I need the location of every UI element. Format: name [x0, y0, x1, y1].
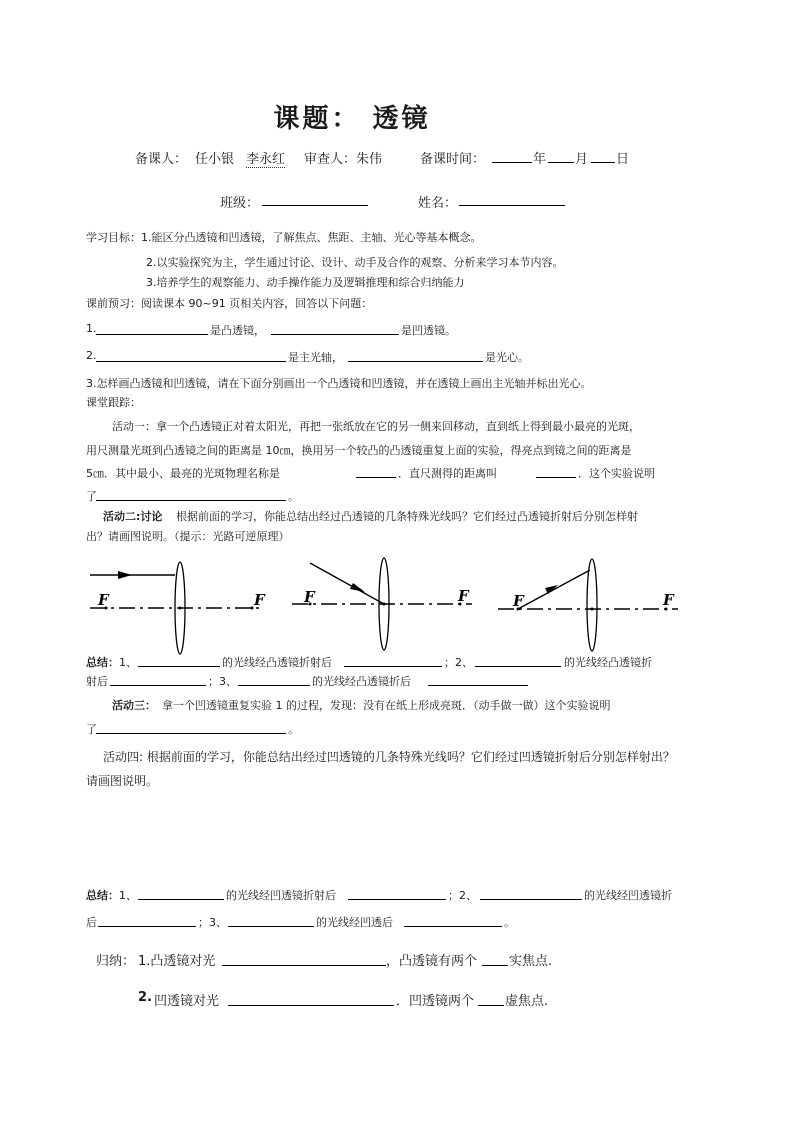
activity3-line2b: 。	[288, 723, 299, 736]
summary1-t4: 的光线经凸透镜折后	[312, 675, 411, 688]
focus-label: F	[304, 588, 315, 606]
year-label: 年	[533, 152, 547, 167]
summary1-p1: 1、	[119, 656, 137, 669]
focus-label: F	[458, 587, 469, 605]
focus-label: F	[663, 591, 674, 609]
activity1-line3c: ．这个实验说明	[578, 467, 655, 480]
conclusion-1-blank[interactable]	[222, 952, 386, 966]
class-label: 班级：	[220, 196, 260, 211]
drawing-area[interactable]	[86, 795, 686, 875]
q2-prefix: 2.	[86, 349, 97, 362]
q1-text-a: 是凸透镜，	[210, 324, 265, 337]
activity1-line4b: 。	[288, 490, 299, 503]
summary2-p2: ；2、	[448, 889, 477, 902]
focus-label: F	[254, 591, 265, 609]
month-label: 月	[575, 152, 589, 167]
conclusion-2-count-blank[interactable]	[478, 992, 504, 1006]
objective-1: 1.能区分凸透镜和凹透镜，了解焦点、焦距、主轴、光心等基本概念。	[141, 231, 482, 244]
objective-2: 2.以实验探究为主，学生通过讨论、设计、动手及合作的观察、分析来学习本节内容。	[146, 256, 564, 269]
summary1-t1: 的光线经凸透镜折射后	[222, 656, 332, 669]
activity4-line2: 请画图说明。	[86, 774, 159, 788]
summary2-end: 。	[504, 916, 515, 929]
summary1-p2: ；2、	[444, 656, 473, 669]
ray-through-center	[310, 563, 384, 604]
activity1-line2: 用尺测量光斑到凸透镜之间的距离是 10㎝，换用另一个较凸的凸透镜重复上面的实验，得亮点到镜之间的距离是	[86, 444, 632, 457]
summary2-blank-6[interactable]	[404, 915, 502, 927]
objectives-label: 学习目标：	[86, 231, 141, 244]
summary1-t3: 射后	[86, 675, 108, 688]
conclusion-2-blank[interactable]	[228, 992, 394, 1006]
conclusion-1c: 实焦点.	[509, 954, 553, 969]
conclusion-1a: 1.凸透镜对光	[138, 954, 216, 969]
focus-label: F	[513, 592, 524, 610]
preparer-label: 备课人：	[135, 152, 188, 167]
conclusion-2b: ．凹透镜两个	[396, 994, 475, 1009]
conclusion-2c: 虚焦点.	[505, 994, 549, 1009]
objective-3: 3.培养学生的观察能力、动手操作能力及逻辑推理和综合归纳能力	[146, 276, 465, 289]
q3-text: 3.怎样画凸透镜和凹透镜，请在下面分别画出一个凸透镜和凹透镜，并在透镜上画出主光轴并标出光心。	[86, 377, 592, 390]
preparer-name-1: 任小银	[195, 152, 235, 167]
summary2-blank-1[interactable]	[138, 888, 224, 900]
summary2-t1: 的光线经凹透镜折射后	[226, 889, 336, 902]
day-label: 日	[616, 152, 630, 167]
q1-prefix: 1.	[86, 322, 97, 335]
preview-intro: 课前预习：阅读课本 90~91 页相关内容，回答以下问题：	[86, 297, 373, 310]
activity1-line4a: 了	[86, 490, 97, 503]
conclusion-2a: 凹透镜对光	[154, 994, 220, 1009]
conclusion-1b: ，凸透镜有两个	[386, 954, 478, 969]
summary1-p3: ；3、	[208, 675, 237, 688]
summary2-p1: 1、	[119, 889, 137, 902]
summary1-blank-2[interactable]	[344, 655, 442, 667]
summary2-p3: ；3、	[198, 916, 227, 929]
classroom-label: 课堂跟踪：	[86, 396, 141, 409]
prep-time-label: 备课时间：	[420, 152, 486, 167]
lens-diagram-1	[90, 562, 262, 654]
conclusion-label: 归纳：	[96, 954, 136, 969]
activity1-line3a: 5㎝．其中最小、最亮的光斑物理名称是	[86, 467, 280, 480]
summary1-blank-3[interactable]	[475, 655, 561, 667]
conclusion-2-number: 2.	[138, 990, 152, 1005]
lens-diagram-2	[292, 558, 472, 650]
convex-lens-icon	[587, 559, 597, 651]
summary2-label: 总结：	[86, 889, 119, 902]
activity3-line2a: 了	[86, 723, 97, 736]
summary2-blank-2[interactable]	[348, 888, 446, 900]
summary2-blank-4[interactable]	[98, 915, 196, 927]
q1-text-b: 是凹透镜。	[401, 324, 456, 337]
summary1-blank-1[interactable]	[138, 655, 220, 667]
summary2-blank-3[interactable]	[480, 888, 582, 900]
activity2-line2: 出？请画图说明。（提示：光路可逆原理）	[86, 530, 290, 543]
summary1-blank-6[interactable]	[428, 674, 528, 686]
activity1-line1: 活动一：拿一个凸透镜正对着太阳光，再把一张纸放在它的另一侧来回移动，直到纸上得到最小最亮的光斑，	[112, 420, 640, 433]
summary1-blank-5[interactable]	[238, 674, 310, 686]
activity3-conclusion-blank[interactable]	[96, 722, 286, 734]
activity3-label: 活动三：	[112, 699, 156, 712]
summary2-t4: 的光线经凹透后	[316, 916, 393, 929]
preparer-name-2: 李永红	[246, 148, 285, 168]
summary2-blank-5[interactable]	[228, 915, 314, 927]
conclusion-1-count-blank[interactable]	[482, 952, 508, 966]
activity4-line1: 活动四: 根据前面的学习，你能总结出经过凹透镜的几条特殊光线吗？它们经过凹透镜折射后分别怎样射出？	[103, 750, 675, 764]
summary2-t2: 的光线经凹透镜折	[584, 889, 672, 902]
q2-text-a: 是主光轴，	[288, 351, 343, 364]
reviewer-name: 朱伟	[356, 152, 383, 167]
activity2-line1: 根据前面的学习，你能总结出经过凸透镜的几条特殊光线吗？它们经过凸透镜折射后分别怎样射	[176, 510, 638, 523]
ray-through-focus	[518, 570, 590, 609]
summary2-t3: 后	[86, 916, 97, 929]
focus-label: F	[98, 591, 109, 609]
activity2-label: 活动二:讨论	[103, 510, 163, 523]
page-title: 课题： 透镜	[273, 104, 431, 134]
name-label: 姓名：	[418, 196, 458, 211]
activity1-line3b: ．直尺测得的距离叫	[398, 467, 497, 480]
summary1-label: 总结：	[86, 656, 119, 669]
summary1-blank-4[interactable]	[110, 674, 206, 686]
summary1-t2: 的光线经凸透镜折	[564, 656, 652, 669]
q2-text-b: 是光心。	[485, 351, 529, 364]
lens-diagram-3	[498, 559, 678, 651]
reviewer-label: 审查人：	[304, 152, 357, 167]
activity3-text: 拿一个凹透镜重复实验 1 的过程，发现：没有在纸上形成亮斑．（动手做一做）这个实验说明	[162, 699, 611, 712]
